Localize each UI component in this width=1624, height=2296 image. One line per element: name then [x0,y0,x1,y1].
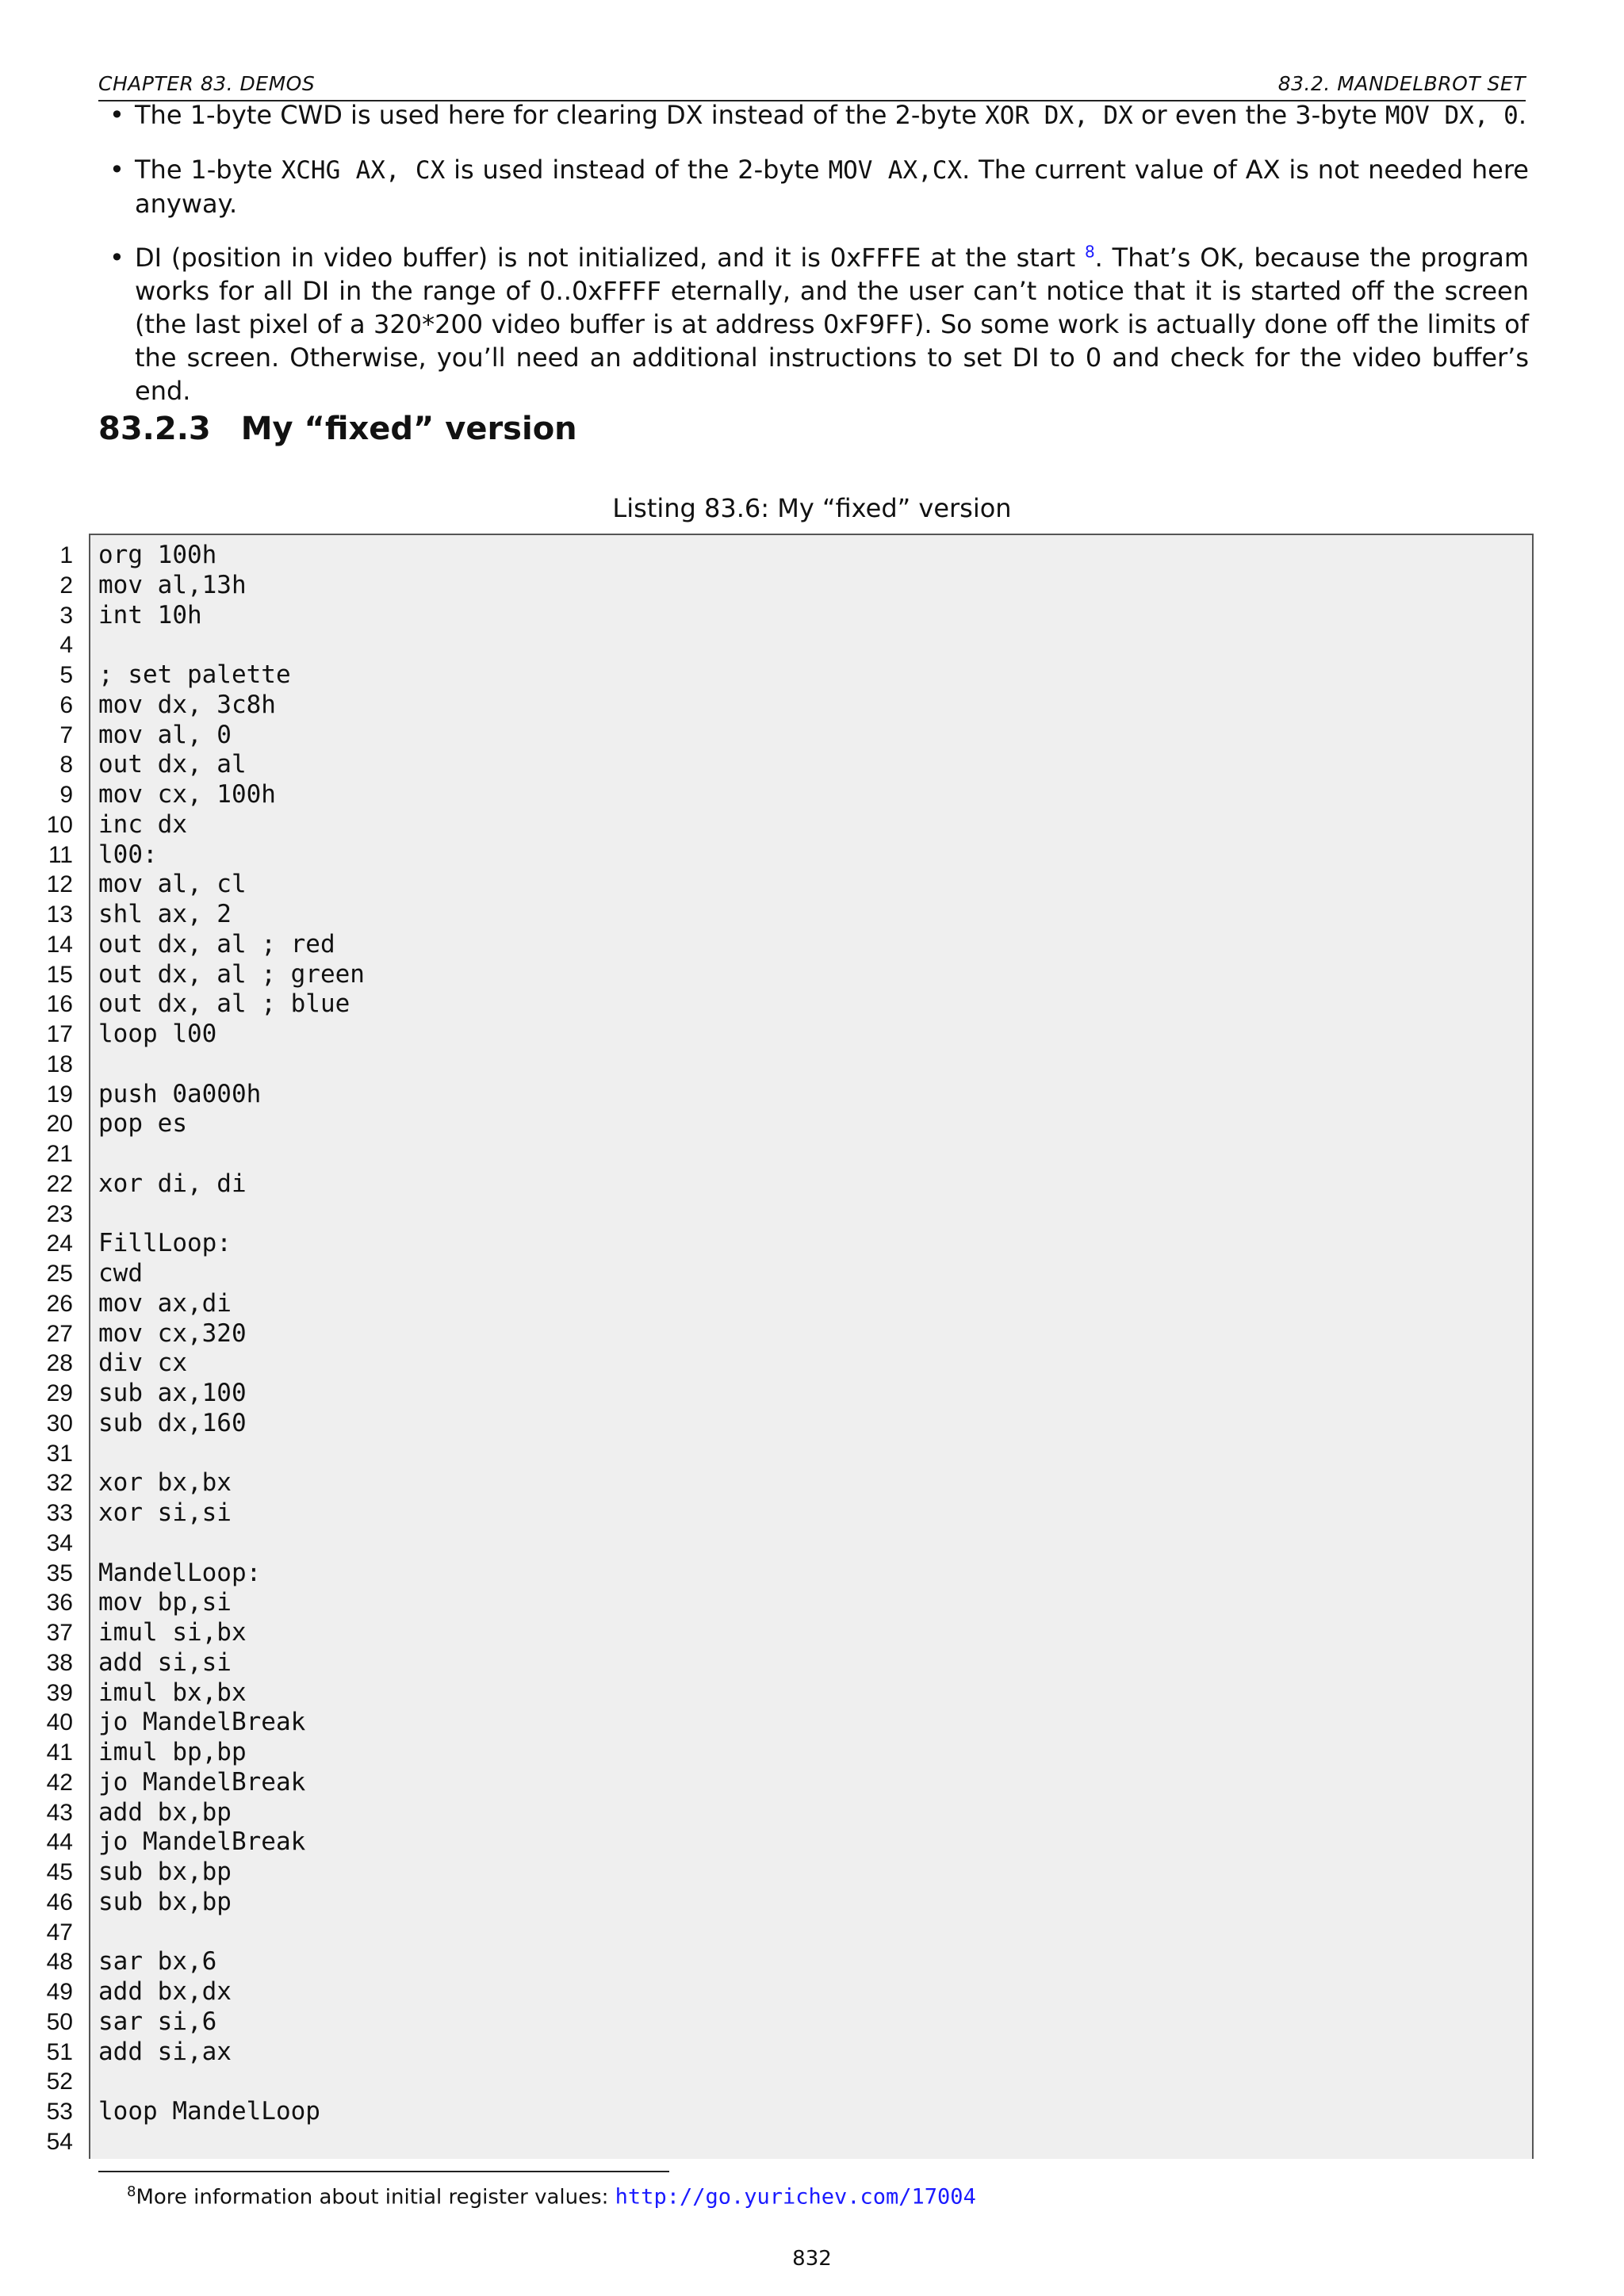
line-number: 2 [59,572,73,599]
code-line: shl ax, 2 [98,900,232,928]
line-number-gutter [24,541,73,2157]
code-line [98,1139,365,1169]
bullet-text: DI (position in video buffer) is not initialized, and it is 0xFFFE at the start [135,243,1085,273]
code-line: sar bx,6 [98,1947,217,1976]
line-number: 17 [46,1021,73,1047]
code-line: mov cx, 100h [98,780,276,809]
line-number: 24 [46,1230,73,1257]
line-number: 16 [46,991,73,1018]
inline-code: XCHG AX, CX [281,156,446,185]
line-number: 26 [46,1290,73,1317]
code-line: imul bx,bx [98,1678,247,1707]
line-number: 5 [59,662,73,688]
code-line: xor si,si [98,1498,232,1527]
bullet-text: The 1-byte [135,155,282,185]
code-line: sar si,6 [98,2007,217,2036]
line-number: 41 [46,1739,73,1766]
footnote [127,2179,976,2211]
code-line [98,2127,365,2157]
code-line: inc dx [98,809,187,839]
line-number: 27 [46,1320,73,1347]
line-number: 28 [46,1350,73,1377]
code-line: add si,ax [98,2037,232,2066]
line-number: 23 [46,1200,73,1227]
code-line [98,2067,365,2097]
code-line: out dx, al ; blue [98,989,350,1019]
bullet-text: . That’s OK, because the program works for all DI in the range of 0..0xFFFF eternally, and the user can’t notice that it is started off the screen (the last pixel of a 320*200 video buffer is at address 0xF9FF). So some work is actually done off the limits of the screen. Otherwise, you’ll need an additional instructions to set DI to 0 and check for the video buffer’s end. [135,243,1530,406]
code-line: l00: [98,840,158,869]
section-running-title: 83.2. MANDELBROT SET [1277,72,1526,95]
bullet-list [135,98,1529,428]
code-line: mov cx,320 [98,1318,247,1348]
code-line: loop l00 [98,1020,217,1048]
code-line: xor bx,bx [98,1468,232,1498]
bullet-text: is used instead of the 2-byte [445,155,829,185]
line-number: 13 [46,901,73,928]
bullet-item [135,98,1529,132]
code-line: ; set palette [98,660,291,689]
code-line: org 100h [98,541,217,569]
line-number: 36 [46,1590,73,1617]
line-number: 12 [46,871,73,898]
code-line: add si,si [98,1647,232,1677]
line-number: 10 [46,811,73,838]
code-line: MandelLoop: [98,1558,262,1587]
code-line: mov ax,di [98,1288,232,1318]
line-number: 38 [46,1649,73,1676]
running-header [98,68,1526,101]
line-number: 9 [59,782,73,808]
code-line: loop MandelLoop [98,2097,320,2126]
code-line: add bx,bp [98,1797,232,1827]
line-number: 39 [46,1679,73,1706]
line-number: 22 [46,1170,73,1197]
code-line: jo MandelBreak [98,1827,306,1857]
footnote-url-link[interactable]: http://go.yurichev.com/17004 [615,2184,976,2210]
line-number: 45 [46,1859,73,1885]
footnote-mark: 8 [127,2183,136,2200]
bullet-text: . [1518,100,1527,130]
line-number: 11 [48,841,73,868]
line-number: 30 [46,1410,73,1437]
code-line: sub ax,100 [98,1379,247,1407]
code-line: sub dx,160 [98,1408,247,1437]
line-number: 47 [46,1919,73,1946]
code-line: int 10h [98,600,202,629]
line-number: 48 [46,1949,73,1976]
code-line [98,630,365,660]
line-number: 32 [46,1470,73,1497]
code-line: mov al, cl [98,870,247,899]
bullet-text: . The current value of AX is not needed here anyway. [135,155,1529,219]
line-number: 34 [46,1529,73,1556]
line-number: 54 [46,2128,73,2155]
line-number: 18 [46,1050,73,1077]
inline-code: MOV AX,CX [828,156,963,185]
line-number: 35 [46,1559,73,1586]
bullet-item [135,241,1529,408]
chapter-title: CHAPTER 83. DEMOS [98,72,316,95]
inline-code: XOR DX, DX [985,101,1133,130]
line-number: 14 [46,931,73,958]
line-number: 20 [46,1111,73,1138]
code-line [98,1439,365,1469]
bullet-text: or even the 3-byte [1132,100,1385,130]
code-line: out dx, al ; green [98,959,365,989]
line-number: 31 [46,1440,73,1467]
code-line [98,1050,365,1080]
bullet-text: The 1-byte CWD is used here for clearing DX instead of the 2-byte [135,100,986,130]
line-number: 19 [46,1081,73,1108]
code-line: div cx [98,1349,187,1378]
code-line: imul si,bx [98,1618,247,1647]
code-line: jo MandelBreak [98,1767,306,1797]
code-line: mov bp,si [98,1588,232,1617]
line-number: 49 [46,1979,73,2005]
code-line: mov al,13h [98,570,247,599]
code-line: FillLoop: [98,1229,232,1258]
code-block [98,541,365,2157]
line-number: 21 [46,1141,73,1167]
code-line: mov dx, 3c8h [98,690,276,719]
code-line: xor di, di [98,1169,247,1198]
inline-code: MOV DX, 0 [1385,101,1519,130]
line-number: 37 [46,1620,73,1646]
code-line: imul bp,bp [98,1738,247,1766]
line-number: 43 [46,1799,73,1826]
page-number: 832 [792,2247,832,2271]
line-number: 4 [59,632,73,659]
code-line: out dx, al [98,750,247,779]
line-number: 25 [46,1261,73,1287]
line-number: 46 [46,1888,73,1915]
code-line: sub bx,bp [98,1858,232,1886]
line-number: 52 [46,2068,73,2095]
code-line: push 0a000h [98,1079,262,1108]
line-number: 3 [59,602,73,629]
section-heading [98,411,577,447]
line-number: 51 [46,2038,73,2065]
code-line: mov al, 0 [98,720,232,749]
listing-caption: Listing 83.6: My “fixed” version [612,493,1012,523]
footnote-divider [98,2171,669,2172]
code-line [98,1200,365,1230]
footnote-reference-link[interactable]: 8 [1084,242,1095,262]
line-number: 44 [46,1829,73,1856]
line-number: 7 [59,721,73,748]
section-title: My “fixed” version [240,411,577,447]
code-line: sub bx,bp [98,1887,232,1916]
bullet-item [135,153,1529,220]
line-number: 53 [46,2099,73,2125]
code-line: add bx,dx [98,1977,232,2006]
footnote-text: More information about initial register values: [136,2185,615,2210]
line-number: 15 [46,961,73,988]
line-number: 40 [46,1709,73,1736]
line-number: 8 [59,752,73,779]
line-number: 29 [46,1380,73,1406]
section-number: 83.2.3 [98,411,211,447]
line-number: 1 [59,542,73,568]
code-line: pop es [98,1109,187,1138]
line-number: 6 [59,691,73,718]
code-line [98,1529,365,1559]
code-line: cwd [98,1259,143,1288]
code-line: jo MandelBreak [98,1708,306,1737]
code-line [98,1918,365,1948]
code-line: out dx, al ; red [98,929,335,959]
line-number: 50 [46,2008,73,2035]
line-number: 33 [46,1500,73,1526]
line-number: 42 [46,1769,73,1796]
